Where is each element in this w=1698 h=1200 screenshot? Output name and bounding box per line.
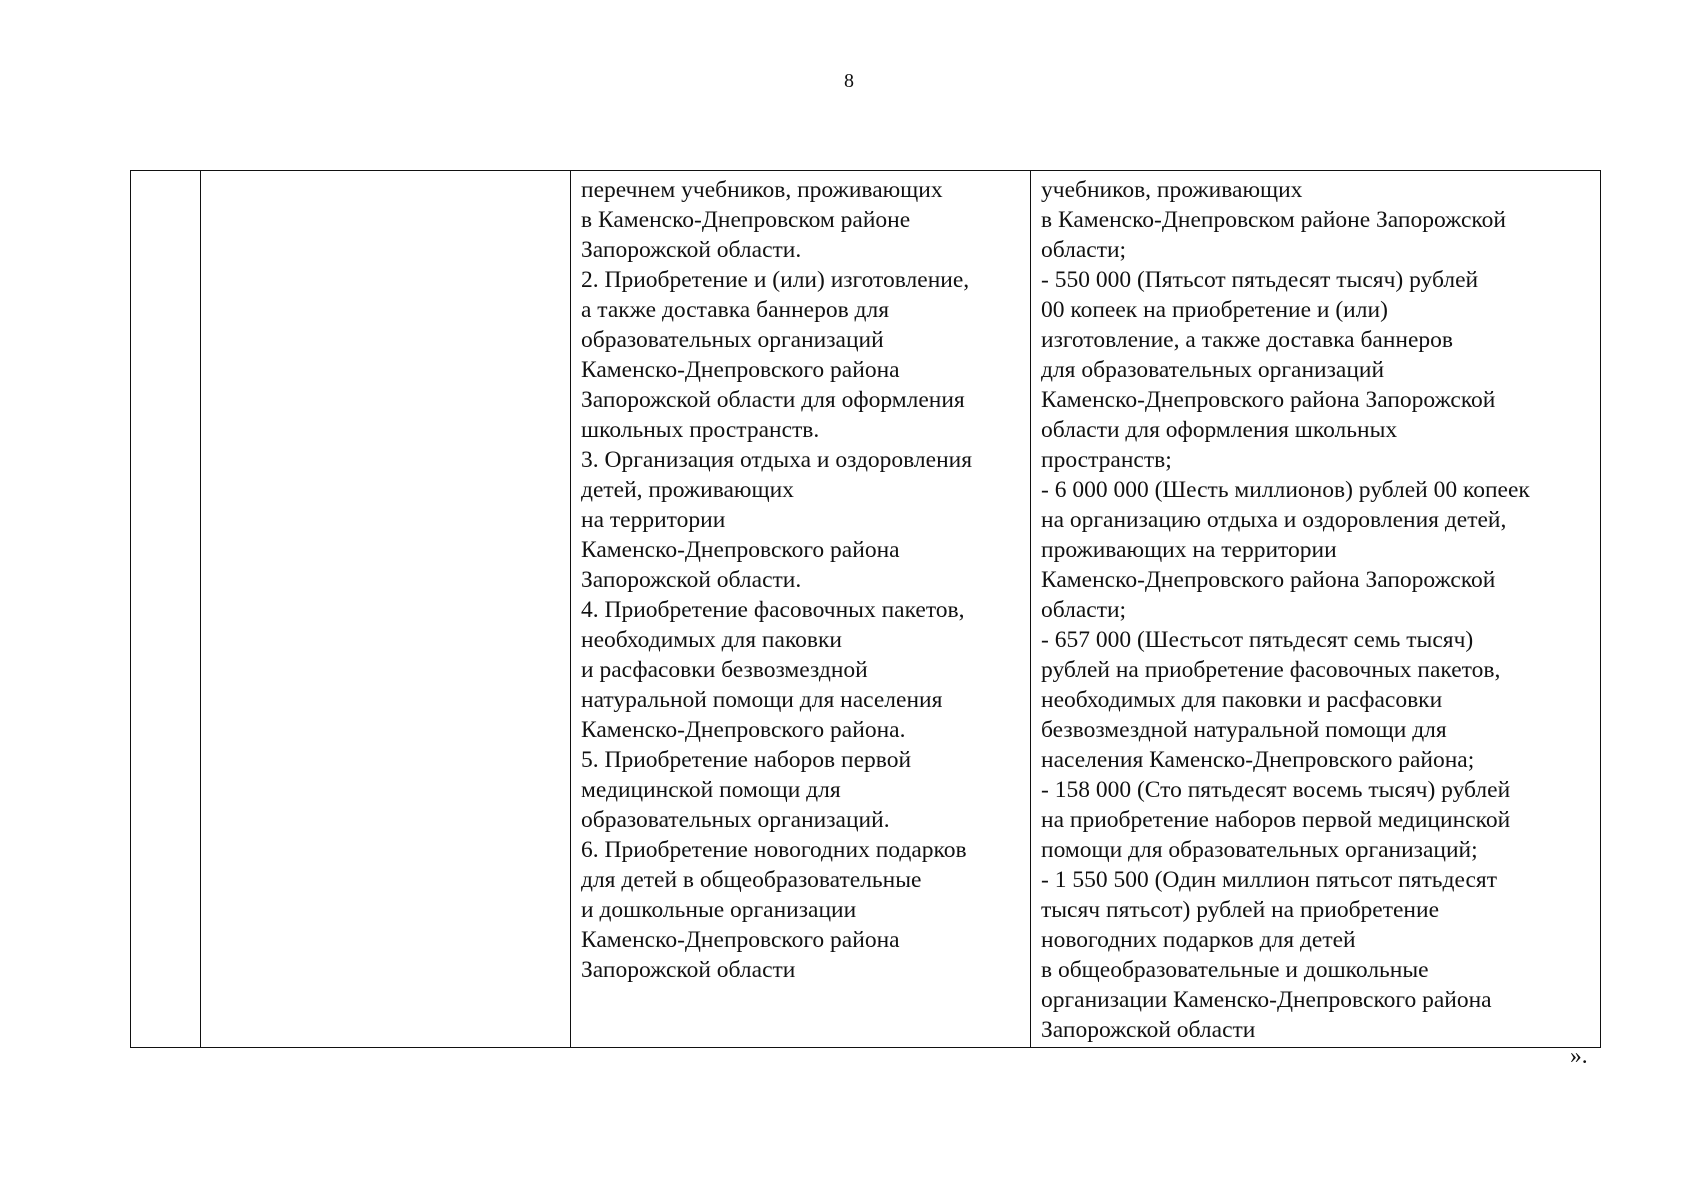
text-line: - 158 000 (Сто пятьдесят восемь тысяч) рублей <box>1041 777 1511 803</box>
table-cell-funding <box>1031 171 1601 1048</box>
text-line: а также доставка баннеров для <box>581 297 890 323</box>
text-line: и расфасовки безвозмездной <box>581 657 868 683</box>
text-line: области; <box>1041 237 1127 263</box>
text-line: образовательных организаций. <box>581 807 890 833</box>
text-line: и дошкольные организации <box>581 897 857 923</box>
text-line: Запорожской области. <box>581 237 802 263</box>
text-line: в Каменско-Днепровском районе Запорожской <box>1041 207 1506 233</box>
text-line: проживающих на территории <box>1041 537 1337 563</box>
text-line: области для оформления школьных <box>1041 417 1398 443</box>
text-line: на приобретение наборов первой медицинской <box>1041 807 1511 833</box>
text-line: Каменско-Днепровского района. <box>581 717 906 743</box>
text-line: 4. Приобретение фасовочных пакетов, <box>581 597 965 623</box>
text-line: учебников, проживающих <box>1041 177 1303 203</box>
text-line: 5. Приобретение наборов первой <box>581 747 912 773</box>
text-line: Каменско-Днепровского района Запорожской <box>1041 567 1496 593</box>
table-row <box>131 171 1601 1048</box>
text-line: Каменско-Днепровского района <box>581 927 900 953</box>
text-line: в общеобразовательные и дошкольные <box>1041 957 1429 983</box>
text-line: школьных пространств. <box>581 417 820 443</box>
text-line: изготовление, а также доставка баннеров <box>1041 327 1454 353</box>
text-line: Каменско-Днепровского района <box>581 357 900 383</box>
text-line: Запорожской области <box>581 957 796 983</box>
text-line: - 657 000 (Шестьсот пятьдесят семь тысяч) <box>1041 627 1474 653</box>
document-table <box>130 170 1601 1048</box>
table-cell-number <box>131 171 201 1048</box>
funding-text <box>1041 175 1590 1045</box>
text-line: - 6 000 000 (Шесть миллионов) рублей 00 копеек <box>1041 477 1530 503</box>
text-line: Запорожской области для оформления <box>581 387 965 413</box>
text-line: новогодних подарков для детей <box>1041 927 1356 953</box>
text-line: для детей в общеобразовательные <box>581 867 922 893</box>
text-line: тысяч пятьсот) рублей на приобретение <box>1041 897 1440 923</box>
text-line: на организацию отдыха и оздоровления детей, <box>1041 507 1507 533</box>
table-cell-activities <box>571 171 1031 1048</box>
text-line: образовательных организаций <box>581 327 884 353</box>
text-line: натуральной помощи для населения <box>581 687 943 713</box>
text-line: необходимых для паковки <box>581 627 843 653</box>
text-line: рублей на приобретение фасовочных пакетов, <box>1041 657 1501 683</box>
text-line: - 1 550 500 (Один миллион пятьсот пятьдесят <box>1041 867 1497 893</box>
text-line: помощи для образовательных организаций; <box>1041 837 1478 863</box>
text-line: 2. Приобретение и (или) изготовление, <box>581 267 970 293</box>
closing-quote: ». <box>1570 1043 1588 1069</box>
text-line: организации Каменско-Днепровского района <box>1041 987 1492 1013</box>
text-line: Каменско-Днепровского района <box>581 537 900 563</box>
text-line: области; <box>1041 597 1127 623</box>
text-line: на территории <box>581 507 726 533</box>
text-line: - 550 000 (Пятьсот пятьдесят тысяч) рублей <box>1041 267 1479 293</box>
text-line: 6. Приобретение новогодних подарков <box>581 837 967 863</box>
text-line: необходимых для паковки и расфасовки <box>1041 687 1443 713</box>
table-cell-name <box>201 171 571 1048</box>
text-line: населения Каменско-Днепровского района; <box>1041 747 1475 773</box>
text-line: пространств; <box>1041 447 1172 473</box>
text-line: Каменско-Днепровского района Запорожской <box>1041 387 1496 413</box>
activities-text <box>581 175 1020 985</box>
text-line: перечнем учебников, проживающих <box>581 177 943 203</box>
text-line: 3. Организация отдыха и оздоровления <box>581 447 973 473</box>
text-line: медицинской помощи для <box>581 777 841 803</box>
text-line: Запорожской области. <box>581 567 802 593</box>
text-line: в Каменско-Днепровском районе <box>581 207 911 233</box>
page-number: 8 <box>844 70 854 92</box>
text-line: детей, проживающих <box>581 477 794 503</box>
text-line: безвозмездной натуральной помощи для <box>1041 717 1447 743</box>
text-line: Запорожской области <box>1041 1017 1256 1043</box>
text-line: для образовательных организаций <box>1041 357 1385 383</box>
text-line: 00 копеек на приобретение и (или) <box>1041 297 1388 323</box>
